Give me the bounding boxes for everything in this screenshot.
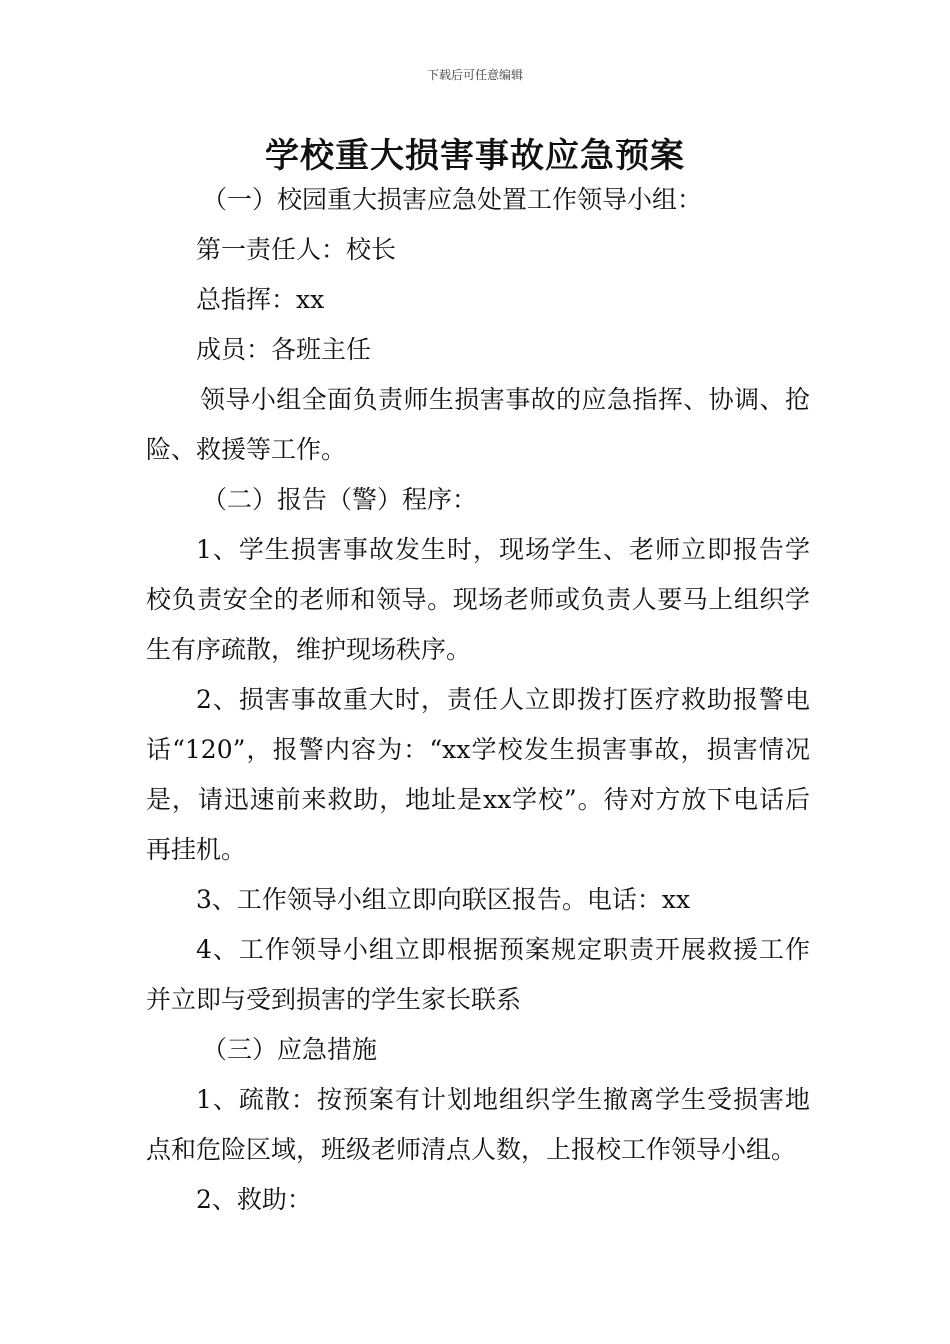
paragraph: （二）报告（警）程序： [202,485,478,514]
paragraph: 4、工作领导小组立即根据预案规定职责开展救援工作并立即与受到损害的学生家长联系 [146,935,810,1014]
paragraph: 总指挥：xx [196,285,325,314]
paragraph: （一）校园重大损害应急处置工作领导小组： [202,185,703,214]
paragraph: 3、工作领导小组立即向联区报告。电话：xx [196,885,691,914]
paragraph: 成员：各班主任 [196,335,372,364]
paragraph: （三）应急措施 [202,1035,378,1064]
paragraph: 1、疏散：按预案有计划地组织学生撤离学生受损害地点和危险区域，班级老师清点人数，上报校工作领导小组。 [146,1085,810,1164]
paragraph: 1、学生损害事故发生时，现场学生、老师立即报告学校负责安全的老师和领导。现场老师或负责人要马上组织学生有序疏散，维护现场秩序。 [146,535,810,664]
paragraph: 第一责任人：校长 [196,235,397,264]
document-body [146,175,810,1225]
paragraph: 领导小组全面负责师生损害事故的应急指挥、协调、抢险、救援等工作。 [146,385,810,464]
paragraph: 2、损害事故重大时，责任人立即拨打医疗救助报警电话“120”，报警内容为：“xx学校发生损害事故，损害情况是，请迅速前来救助，地址是xx学校”。待对方放下电话后再挂机。 [146,685,810,864]
document-title: 学校重大损害事故应急预案 [265,136,685,176]
paragraph: 2、救助： [196,1185,312,1214]
header-note: 下载后可任意编辑 [426,68,523,82]
